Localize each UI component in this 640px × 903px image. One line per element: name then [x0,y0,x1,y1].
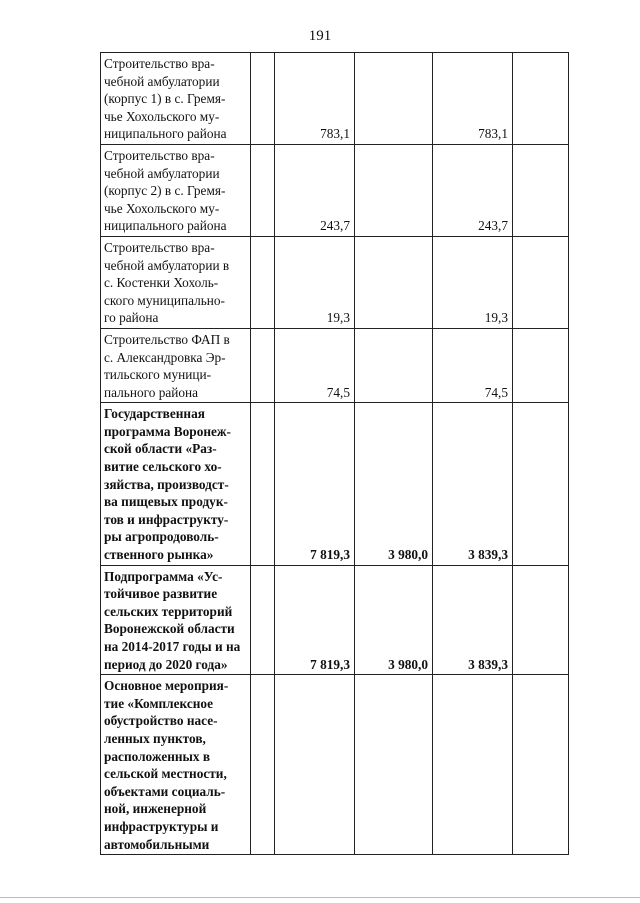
value-cell-col2: 7 819,3 [275,403,355,565]
item-name-line: (корпус 1) в с. Гремя- [104,91,226,107]
value-cell-col5 [513,675,569,855]
empty-cell [251,403,275,565]
value-cell-col5 [513,328,569,402]
value-cell-col2 [275,675,355,855]
value-cell-col4 [433,675,513,855]
table-body [101,53,569,855]
value-cell-col2: 7 819,3 [275,565,355,675]
empty-cell [251,144,275,236]
value-cell-col4: 783,1 [433,53,513,145]
item-name-line: тойчивое развитие [104,586,218,602]
table-row [101,328,569,402]
item-name-line: Строительство вра- [104,56,215,71]
item-name-line: ной, инженерной [104,801,207,817]
item-name-line: на 2014-2017 годы и на [104,639,241,654]
item-name-line: чье Хохольского му- [104,108,220,124]
item-name-cell [101,236,251,328]
item-name-line: Строительство вра- [104,147,215,163]
item-name-line: чебной амбулатории [104,165,220,181]
empty-cell [251,328,275,402]
item-name-line: чье Хохольского му- [104,200,220,216]
item-name-line: программа Воронеж- [104,423,231,439]
value-cell-col4: 74,5 [433,328,513,402]
value-cell-col3 [355,53,433,145]
budget-table [100,52,569,855]
value-cell-col4: 3 839,3 [433,403,513,565]
value-cell-col4: 243,7 [433,144,513,236]
item-name-line: сельской местности, [104,766,227,782]
value-cell-col3 [355,144,433,236]
page-number: 191 [308,28,332,44]
item-name-line: Воронежской области [104,621,235,637]
table-row [101,236,569,328]
value-cell-col3 [355,236,433,328]
item-name-line: зяйства, производст- [104,476,229,492]
value-cell-col5 [513,236,569,328]
empty-cell [251,236,275,328]
item-name-line: Государственная [104,406,205,422]
item-name-line: с. Костенки Хохоль- [104,275,219,291]
empty-cell [251,565,275,675]
item-name-cell [101,565,251,675]
item-name-line: ры агропродоволь- [104,529,219,545]
item-name-line: пального района [104,384,199,400]
item-name-line: с. Александровка Эр- [104,349,226,365]
item-name-line: ниципального района [104,126,227,142]
value-cell-col3 [355,328,433,402]
item-name-line: го района [104,310,159,326]
value-cell-col2: 19,3 [275,236,355,328]
value-cell-col4: 19,3 [433,236,513,328]
item-name-line: ленных пунктов, [104,730,206,746]
item-name-cell [101,328,251,402]
value-cell-col2: 783,1 [275,53,355,145]
item-name-line: ственного рынка» [104,547,214,563]
item-name-line: Подпрограмма «Ус- [104,568,223,584]
value-cell-col5 [513,403,569,565]
item-name-line: объектами социаль- [104,783,226,799]
item-name-cell [101,403,251,565]
item-name-line: инфраструктуры и [104,818,219,834]
value-cell-col5 [513,565,569,675]
item-name-line: ской области «Раз- [104,441,217,457]
item-name-line: автомобильными [104,836,210,852]
item-name-cell [101,675,251,855]
value-cell-col4: 3 839,3 [433,565,513,675]
item-name-line: ва пищевых продук- [104,494,228,510]
item-name-line: (корпус 2) в с. Гремя- [104,183,226,199]
item-name-line: расположенных в [104,748,211,764]
value-cell-col3 [355,675,433,855]
item-name-cell [101,144,251,236]
item-name-line: витие сельского хо- [104,459,222,475]
table-row [101,403,569,565]
item-name-line: чебной амбулатории в [104,257,230,273]
value-cell-col3: 3 980,0 [355,403,433,565]
table-row [101,53,569,145]
item-name-line: период до 2020 года» [104,656,228,672]
item-name-line: обустройство насе- [104,713,218,729]
table-row [101,565,569,675]
item-name-line: сельских территорий [104,603,233,619]
empty-cell [251,675,275,855]
value-cell-col5 [513,144,569,236]
scan-edge [0,897,640,898]
item-name-line: Строительство вра- [104,239,215,255]
empty-cell [251,53,275,145]
value-cell-col3: 3 980,0 [355,565,433,675]
value-cell-col2: 74,5 [275,328,355,402]
value-cell-col2: 243,7 [275,144,355,236]
item-name-line: ского муниципально- [104,292,225,308]
item-name-line: тие «Комплексное [104,695,213,711]
item-name-line: Основное мероприя- [104,678,229,694]
item-name-line: тильского муници- [104,367,212,383]
item-name-line: тов и инфраструкту- [104,511,229,527]
item-name-line: чебной амбулатории [104,73,220,89]
item-name-line: ниципального района [104,218,227,234]
table-row [101,675,569,855]
item-name-line: Строительство ФАП в [104,331,230,347]
item-name-cell [101,53,251,145]
value-cell-col5 [513,53,569,145]
table-row [101,144,569,236]
